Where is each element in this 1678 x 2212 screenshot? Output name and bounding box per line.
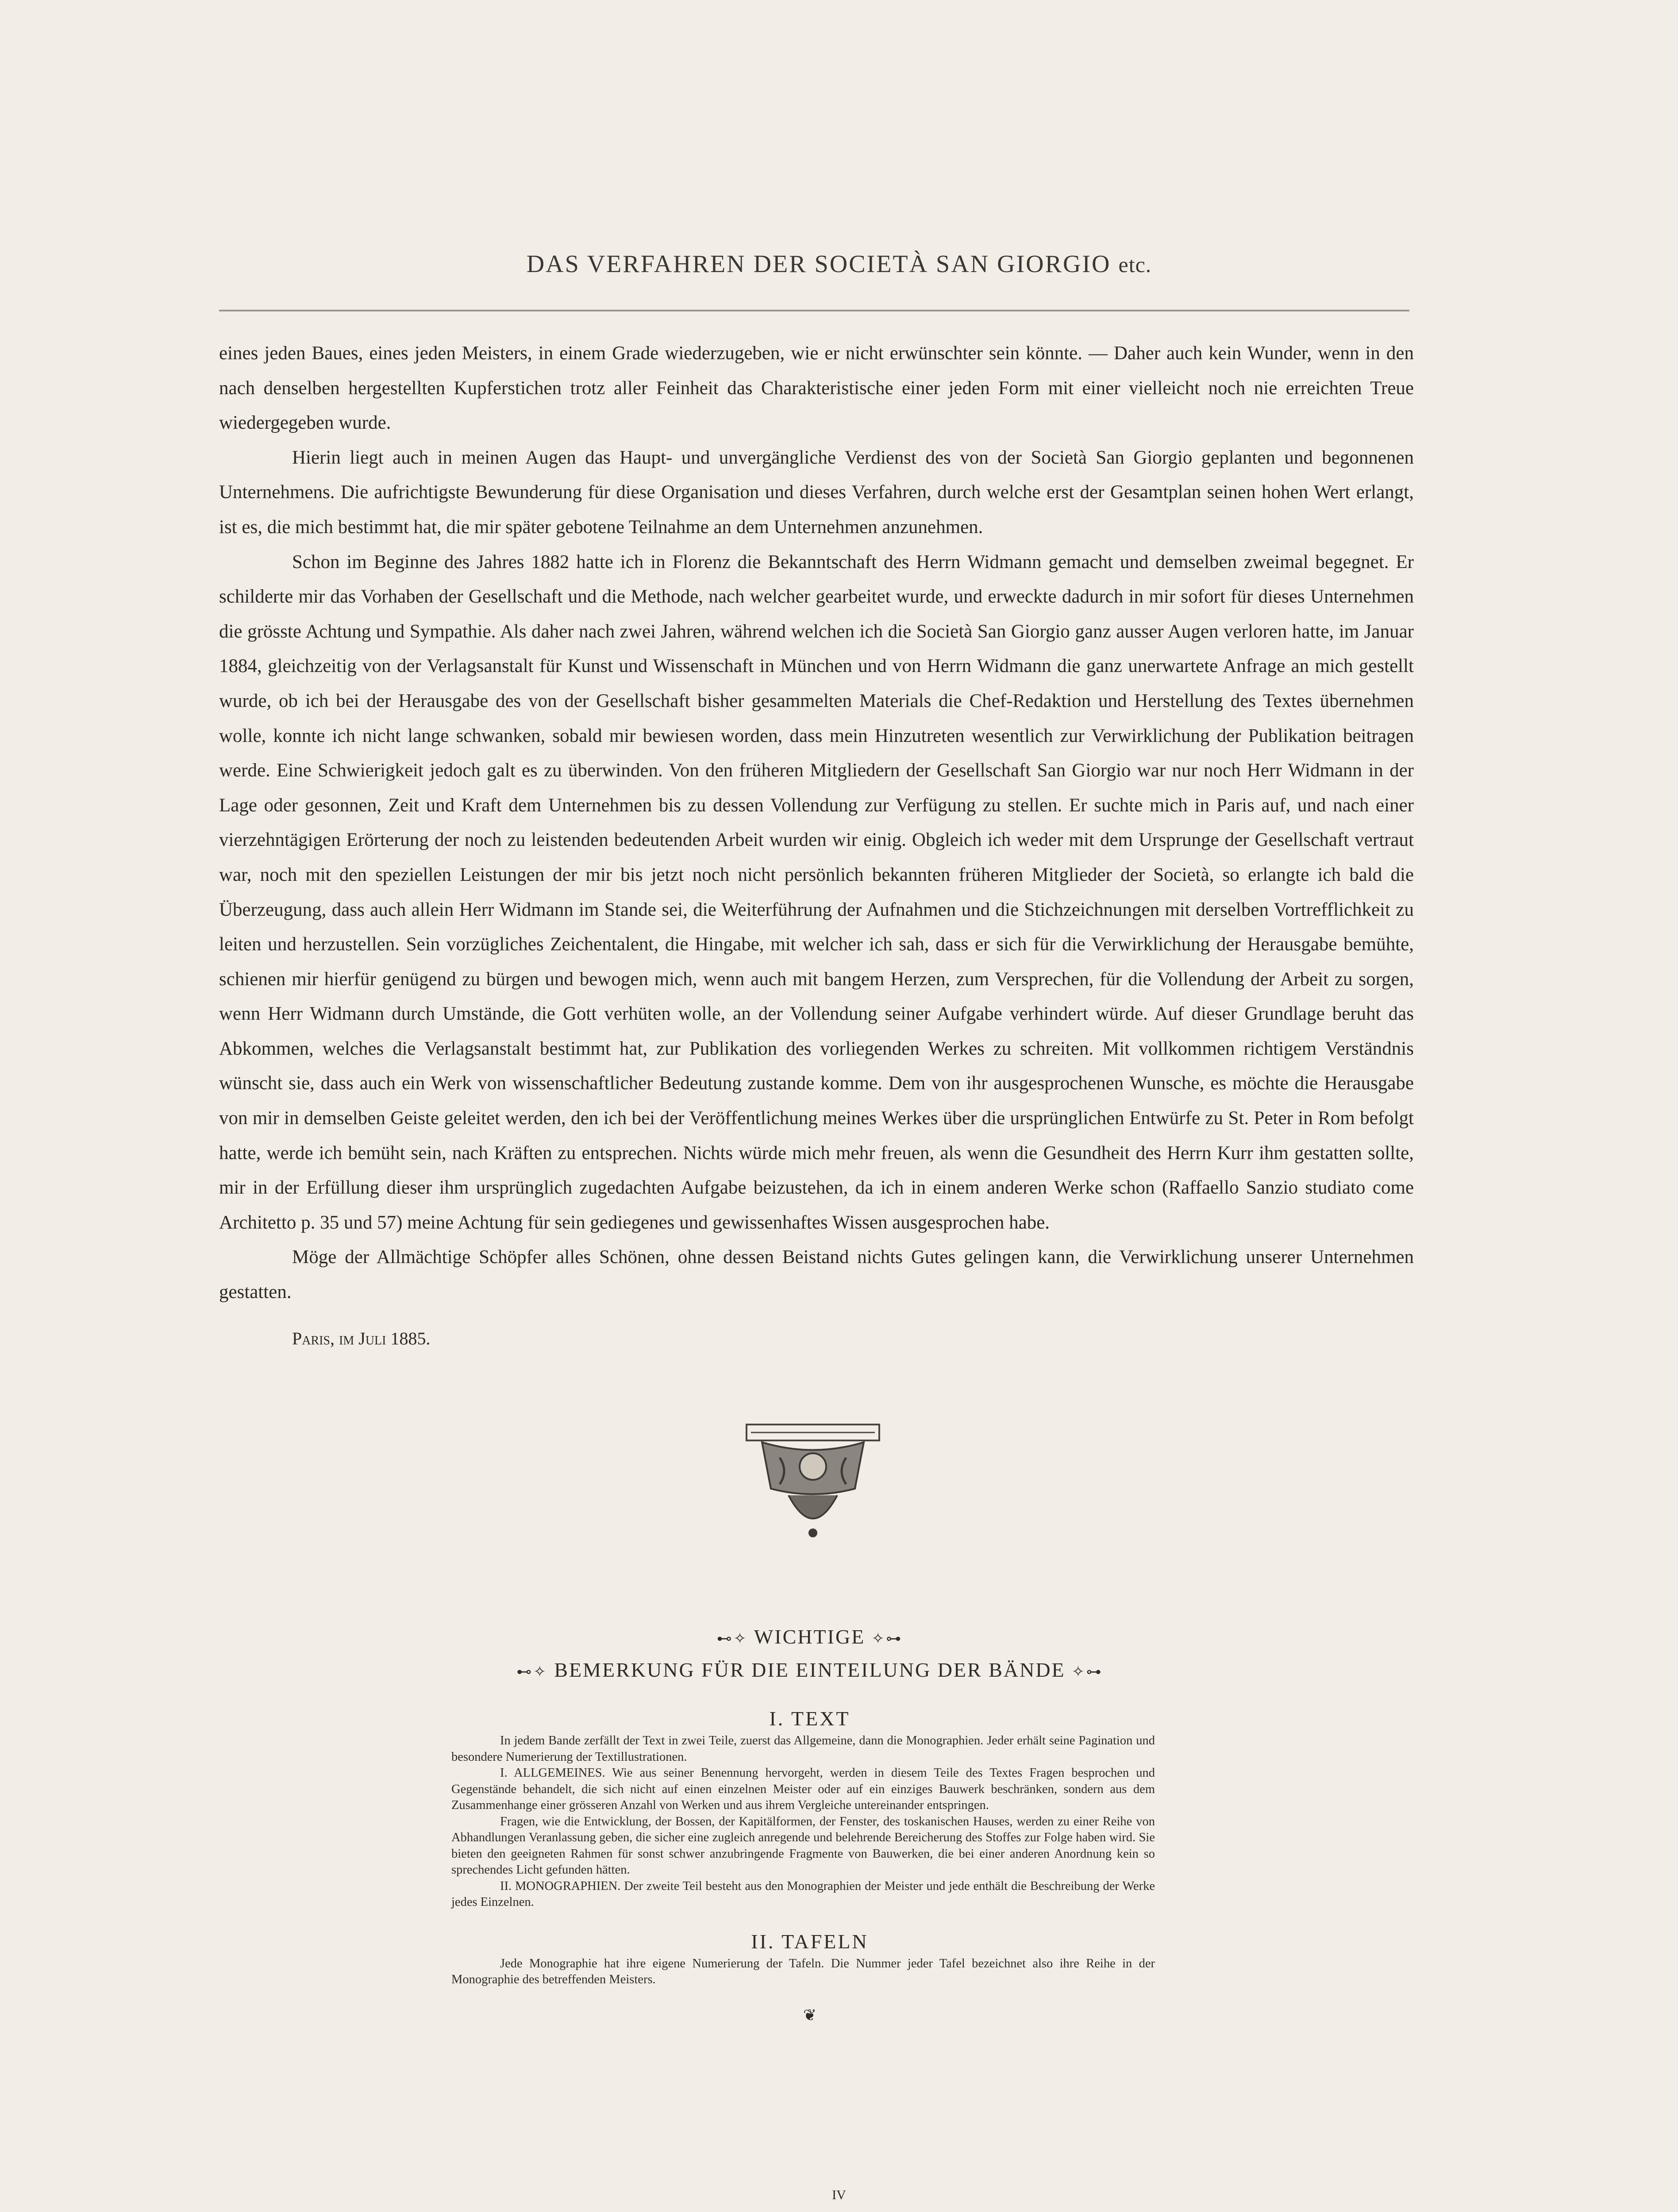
signature: Paris, im Juli 1885. (292, 1328, 431, 1348)
page-number: IV (832, 2188, 846, 2202)
notice-paragraph: In jedem Bande zerfällt der Text in zwei Teile, zuerst das Allgemeine, dann die Monographien. Jeder erhält seine Pagination und besondere Numerierung der Textillustrationen. (451, 1734, 1155, 1764)
ornament-icon: ✧⊶ (871, 1631, 903, 1647)
notice-block (451, 1621, 1168, 2024)
ornament-icon: ⊷✧ (716, 1631, 748, 1647)
section-heading-text: I. TEXT (769, 1707, 851, 1730)
ornament-vignette-icon (744, 1422, 881, 1542)
notice-paragraph: I. ALLGEMEINES. Wie aus seiner Benennung hervorgeht, werden in diesem Teile des Textes Fragen besprochen und Gegenstände behandelt, die sich nicht auf einen einzelnen Meister oder auf ein einziges Bauwerk beschränken, sondern aus dem Zusammenhange einer grösseren Anzahl von Werken und aus ihrem Vergleiche untereinander entspringen. (451, 1766, 1155, 1812)
paragraph: Möge der Allmächtige Schöpfer alles Schönen, ohne dessen Beistand nichts Gutes gelingen kann, die Verwirklichung unserer Unternehmen gestatten. (219, 1247, 1414, 1303)
paragraph: Hierin liegt auch in meinen Augen das Haupt- und unvergängliche Verdienst des von der Società San Giorgio geplanten und begonnenen Unternehmens. Die aufrichtigste Bewunderung für diese Organisation und dieses Verfahren, durch welche erst der Gesamtplan seinen hohen Wert erlangt, ist es, die mich bestimmt hat, die mir später gebotene Teilnahme an dem Unternehmen anzunehmen. (219, 447, 1414, 538)
running-head-etc: etc. (1118, 252, 1152, 277)
notice-paragraph: II. MONOGRAPHIEN. Der zweite Teil besteht aus den Monographien der Meister und jede enthält die Beschreibung der Werke jedes Einzelnen. (451, 1879, 1155, 1909)
main-text (219, 336, 1414, 1356)
ornament-icon: ✧⊶ (1072, 1664, 1103, 1680)
ornament-icon: ⊷✧ (516, 1664, 548, 1680)
running-head-title: DAS VERFAHREN DER SOCIETÀ SAN GIORGIO (526, 250, 1111, 278)
header-rule (219, 310, 1409, 311)
notice-subtitle: BEMERKUNG FÜR DIE EINTEILUNG DER BÄNDE (554, 1659, 1066, 1681)
paragraph: eines jeden Baues, eines jeden Meisters, in einem Grade wiederzugeben, wie er nicht erwünschter sein könnte. — Daher auch kein Wunder, wenn in den nach denselben hergestellten Kupferstichen trotz aller Feinheit das Charakteristische einer jeden Form mit einer vielleicht noch nie erreichten Treue wiedergegeben wurde. (219, 343, 1414, 434)
fleuron-icon: ❦ (803, 2006, 817, 2024)
paragraph: Schon im Beginne des Jahres 1882 hatte ich in Florenz die Bekanntschaft des Herrn Widmann gemacht und demselben zweimal begegnet. Er schilderte mir das Vorhaben der Gesellschaft und die Methode, nach welcher gearbeitet wurde, und erweckte dadurch in mir sofort für dieses Unternehmen die grösste Achtung und Sympathie. Als daher nach zwei Jahren, während welchen ich die Società San Giorgio ganz ausser Augen verloren hatte, im Januar 1884, gleichzeitig von der Verlagsanstalt für Kunst und Wissenschaft in München und von Herrn Widmann die ganz unerwartete Anfrage an mich gestellt wurde, ob ich bei der Herausgabe des von der Gesellschaft bisher gesammelten Materials die Chef-Redaktion und Herstellung des Textes übernehmen wolle, konnte ich nicht lange schwanken, sobald mir bewiesen worden, dass mein Hinzutreten wesentlich zur Verwirklichung der Publikation beitragen werde. Eine Schwierigkeit jedoch galt es zu überwinden. Von den früheren Mitgliedern der Gesellschaft San Giorgio war nur noch Herr Widmann in der Lage oder gesonnen, Zeit und Kraft dem Unternehmen bis zu dessen Vollendung zur Verfügung zu stellen. Er suchte mich in Paris auf, und nach einer vierzehntägigen Erörterung der noch zu leistenden bedeutenden Arbeit wurden wir einig. Obgleich ich weder mit dem Ursprunge der Gesellschaft vertraut war, noch mit den speziellen Leistungen der mir bis jetzt noch nicht persönlich bekannten früheren Mitglieder der Società, so erlangte ich bald die Überzeugung, dass auch allein Herr Widmann im Stande sei, die Weiterführung der Aufnahmen und die Stichzeichnungen mit derselben Vortrefflichkeit zu leiten und herzustellen. Sein vorzügliches Zeichentalent, die Hingabe, mit welcher ich sah, dass er sich für die Verwirklichung der Herausgabe bemühte, schienen mir hierfür genügend zu bürgen und bewogen mich, wenn auch mit bangem Herzen, zum Versprechen, für die Vollendung der Arbeit zu sorgen, wenn Herr Widmann durch Umstände, die Gott verhüten wolle, an der Vollendung seiner Aufgabe verhindert würde. Auf dieser Grundlage beruht das Abkommen, welches die Verlagsanstalt bestimmt hat, zur Publikation des vorliegenden Werkes zu schreiten. Mit vollkommen richtigem Verständnis wünscht sie, dass auch ein Werk von wissenschaftlicher Bedeutung zustande komme. Dem von ihr ausgesprochenen Wunsche, es möchte die Herausgabe von mir in demselben Geiste geleitet werden, den ich bei der Veröffentlichung meines Werkes über die ursprünglichen Entwürfe zu St. Peter in Rom befolgt hatte, werde ich bemüht sein, nach Kräften zu entsprechen. Nichts würde mich mehr freuen, als wenn die Gesundheit des Herrn Kurr ihm gestatten sollte, mir in der Erfüllung dieser ihm ursprünglich zugedachten Aufgabe beizustehen, da ich in einem anderen Werke schon (Raffaello Sanzio studiato come Architetto p. 35 und 57) meine Achtung für sein gediegenes und gewissenhaftes Wissen ausgesprochen habe. (219, 551, 1414, 1233)
running-head (0, 250, 1678, 278)
notice-title: WICHTIGE (754, 1625, 866, 1648)
notice-paragraph: Fragen, wie die Entwicklung, der Bossen, der Kapitälformen, der Fenster, des toskanischen Hauses, werden zu einer Reihe von Abhandlungen Veranlassung geben, die sicher eine zugleich anregende und belehrende Bereicherung des Stoffes zur Folge haben wird. Sie bieten den geeigneten Rahmen für sonst schwer anzubringende Fragmente von Bauwerken, die bei einer anderen Anordnung kein so sprechendes Licht gefunden hätten. (451, 1814, 1155, 1877)
notice-paragraph: Jede Monographie hat ihre eigene Numerierung der Tafeln. Die Nummer jeder Tafel bezeichnet also ihre Reihe in der Monographie des betreffenden Meisters. (451, 1956, 1155, 1986)
section-heading-tafeln: II. TAFELN (751, 1930, 869, 1953)
